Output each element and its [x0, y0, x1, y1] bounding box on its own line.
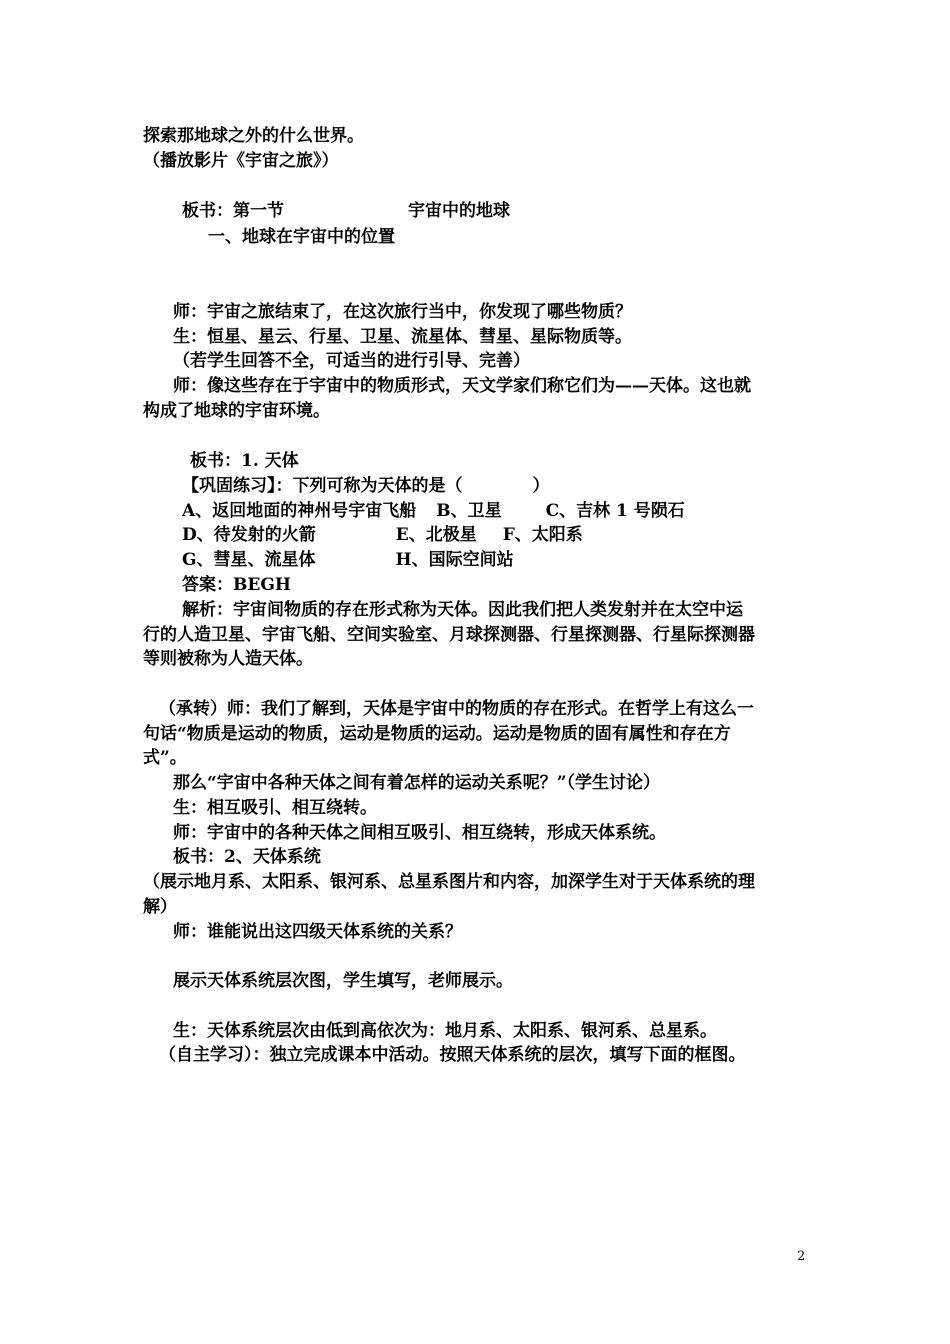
option-c: C、吉林 1 号陨石	[545, 501, 685, 521]
option-d: D、待发射的火箭	[182, 525, 316, 545]
text-line: 构成了地球的宇宙环境。	[143, 401, 330, 421]
text-line: 生：相互吸引、相互绕转。	[173, 798, 377, 818]
text-line: 展示天体系统层次图，学生填写，老师展示。	[173, 971, 513, 991]
board-subheading: 板书：1. 天体	[190, 451, 299, 471]
text-line: 生：恒星、星云、行星、卫星、流星体、彗星、星际物质等。	[173, 327, 632, 347]
option-h: H、国际空间站	[395, 550, 514, 570]
board-heading-title: 宇宙中的地球	[408, 201, 510, 221]
option-f: F、太阳系	[502, 525, 583, 545]
answer-line: 答案：BEGH	[182, 575, 291, 595]
text-line: 师：谁能说出这四级天体系统的关系？	[173, 922, 462, 942]
board-heading-label: 板书：第一节	[182, 201, 284, 221]
board-subheading: 板书：2、天体系统	[173, 847, 321, 867]
exercise-question	[182, 475, 550, 497]
text-line: （展示地月系、太阳系、银河系、总星系图片和内容，加深学生对于天体系统的理	[143, 872, 755, 892]
exercise-question-close: ）	[532, 476, 550, 496]
text-line: （若学生回答不全，可适当的进行引导、完善）	[173, 351, 530, 371]
text-line: 师：像这些存在于宇宙中的物质形式，天文学家们称它们为——天体。这也就	[173, 376, 751, 396]
exercise-options-row	[182, 524, 583, 546]
text-line: 解析：宇宙间物质的存在形式称为天体。因此我们把人类发射并在太空中运	[182, 600, 743, 620]
text-line: 生：天体系统层次由低到高依次为：地月系、太阳系、银河系、总星系。	[173, 1021, 717, 1041]
option-a: A、返回地面的神州号宇宙飞船	[182, 501, 417, 521]
board-heading	[182, 200, 510, 222]
text-line: （自主学习）：独立完成课本中活动。按照天体系统的层次，填写下面的框图。	[159, 1045, 746, 1065]
text-line: 式”。	[143, 748, 187, 768]
text-line: 师：宇宙中的各种天体之间相互吸引、相互绕转，形成天体系统。	[173, 823, 666, 843]
text-line: 等则被称为人造天体。	[143, 649, 313, 669]
text-line: 行的人造卫星、宇宙飞船、空间实验室、月球探测器、行星探测器、行星际探测器	[143, 625, 755, 645]
text-line: 解）	[143, 897, 177, 917]
text-line: 那么“宇宙中各种天体之间有着怎样的运动关系呢？”（学生讨论）	[173, 773, 661, 793]
option-e: E、北极星	[395, 525, 477, 545]
section-heading: 一、地球在宇宙中的位置	[208, 227, 395, 247]
page-number: 2	[797, 1249, 806, 1264]
text-line: （承转）师：我们了解到，天体是宇宙中的物质的存在形式。在哲学上有这么一	[159, 699, 754, 719]
exercise-options-row	[182, 500, 685, 522]
option-g: G、彗星、流星体	[182, 550, 316, 570]
text-line: （播放影片《宇宙之旅》）	[143, 151, 339, 171]
text-line: 探索那地球之外的什么世界。	[143, 126, 364, 146]
exercise-options-row	[182, 549, 514, 571]
text-line: 句话“物质是运动的物质，运动是物质的运动。运动是物质的固有属性和存在方	[143, 724, 731, 744]
text-line: 师：宇宙之旅结束了，在这次旅行当中，你发现了哪些物质？	[173, 302, 632, 322]
option-b: B、卫星	[436, 501, 502, 521]
exercise-question-text: 【巩固练习】：下列可称为天体的是（	[182, 476, 463, 496]
